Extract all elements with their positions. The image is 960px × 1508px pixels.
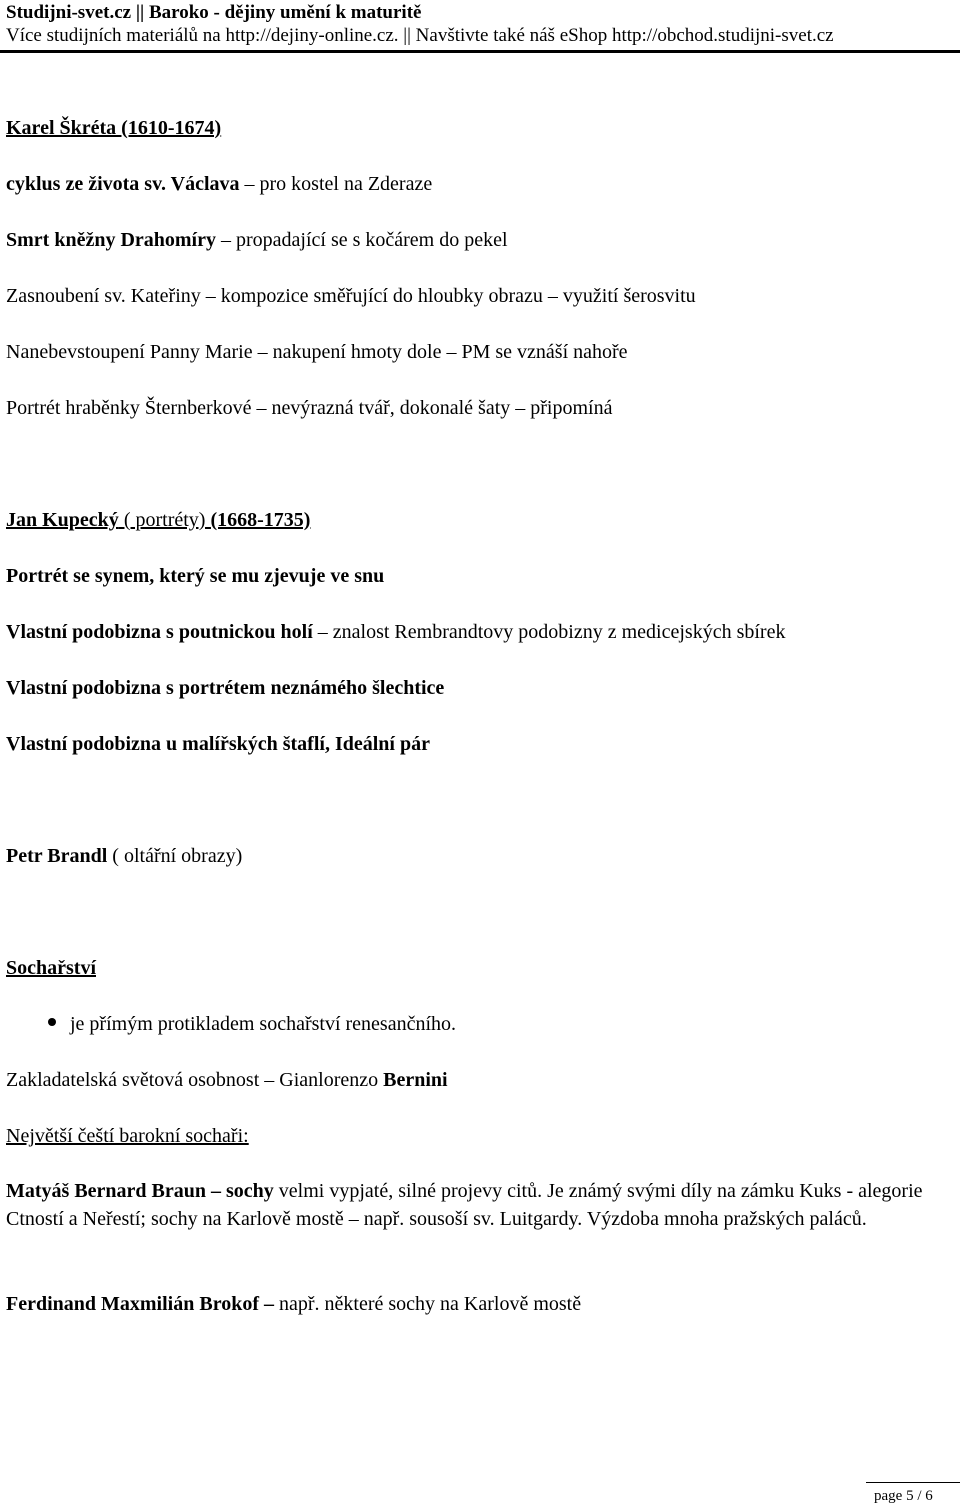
founder-line: [6, 1068, 448, 1092]
kupecky-years: (1668-1735): [210, 509, 311, 531]
work-desc: – nakupení hmoty dole – PM se vznáší nahoře: [252, 341, 628, 363]
work-title: cyklus ze života sv. Václava: [6, 173, 240, 195]
kupecky-item: [6, 732, 430, 756]
skreta-item: [6, 228, 508, 252]
brokof-name: Ferdinand Maxmilián Brokof –: [6, 1293, 274, 1315]
founder-text: Zakladatelská světová osobnost – Gianlorenzo: [6, 1069, 384, 1091]
skreta-item: [6, 396, 612, 420]
kupecky-item: [6, 620, 785, 644]
skreta-item: [6, 284, 696, 308]
braun-paragraph: [6, 1177, 946, 1233]
header-subtitle: Více studijních materiálů na http://dejiny-online.cz. || Navštivte také náš eShop http://obchod.studijni-svet.cz: [6, 25, 834, 46]
brandl-heading: [6, 844, 242, 868]
work-desc: – propadající se s kočárem do pekel: [215, 229, 508, 251]
footer-divider: [866, 1482, 960, 1483]
header-divider: [0, 50, 960, 53]
sculpture-bullet-text: je přímým protikladem sochařství renesančního.: [70, 1013, 457, 1035]
brandl-name: Petr Brandl: [6, 845, 108, 867]
skreta-item: [6, 340, 628, 364]
skreta-heading: Karel Škréta (1610-1674): [6, 117, 222, 139]
header-title: Studijni-svet.cz || Baroko - dějiny umění k maturitě: [6, 2, 422, 23]
kupecky-heading: [6, 508, 310, 532]
brokof-text: např. některé sochy na Karlově mostě: [274, 1293, 582, 1315]
skreta-item: [6, 172, 432, 196]
kupecky-item: [6, 676, 444, 700]
work-title: Portrét se synem, který se mu zjevuje ve snu: [6, 565, 385, 587]
founder-name: Bernini: [383, 1069, 448, 1091]
sculpture-heading: Sochařství: [6, 957, 96, 979]
work-title: Smrt kněžny Drahomíry: [6, 229, 216, 251]
work-title: Vlastní podobizna s poutnickou holí: [6, 621, 313, 643]
kupecky-item: [6, 564, 384, 588]
page-number: page 5 / 6: [874, 1488, 933, 1504]
brokof-line: [6, 1292, 581, 1316]
work-title: Nanebevstoupení Panny Marie: [6, 341, 253, 363]
work-desc: – znalost Rembrandtovy podobizny z medicejských sbírek: [312, 621, 786, 643]
braun-name: Matyáš Bernard Braun – sochy: [6, 1180, 274, 1202]
braun-text: velmi vypjaté, silné projevy citů. Je známý svými díly na zámku Kuks - alegorie Ctností a Neřestí; sochy na Karlově mostě – např. sousoší sv. Luitgardy. Výzdoba mnoha pražských paláců.: [6, 1180, 923, 1230]
brandl-note: ( oltářní obrazy): [107, 845, 243, 867]
kupecky-note: ( portréty): [118, 509, 211, 531]
work-title: Zasnoubení sv. Kateřiny: [6, 285, 201, 307]
czech-sculptors-heading: Největší čeští barokní sochaři:: [6, 1125, 249, 1147]
work-title: Vlastní podobizna u malířských štaflí, Ideální pár: [6, 733, 430, 755]
work-desc: – pro kostel na Zderaze: [239, 173, 433, 195]
work-desc: – kompozice směřující do hloubky obrazu – využití šerosvitu: [200, 285, 696, 307]
bullet-icon: [48, 1018, 56, 1026]
work-title: Portrét hraběnky Šternberkové: [6, 397, 252, 419]
work-title: Vlastní podobizna s portrétem neznámého šlechtice: [6, 677, 445, 699]
work-desc: – nevýrazná tvář, dokonalé šaty – připomíná: [251, 397, 613, 419]
kupecky-name: Jan Kupecký: [6, 509, 119, 531]
